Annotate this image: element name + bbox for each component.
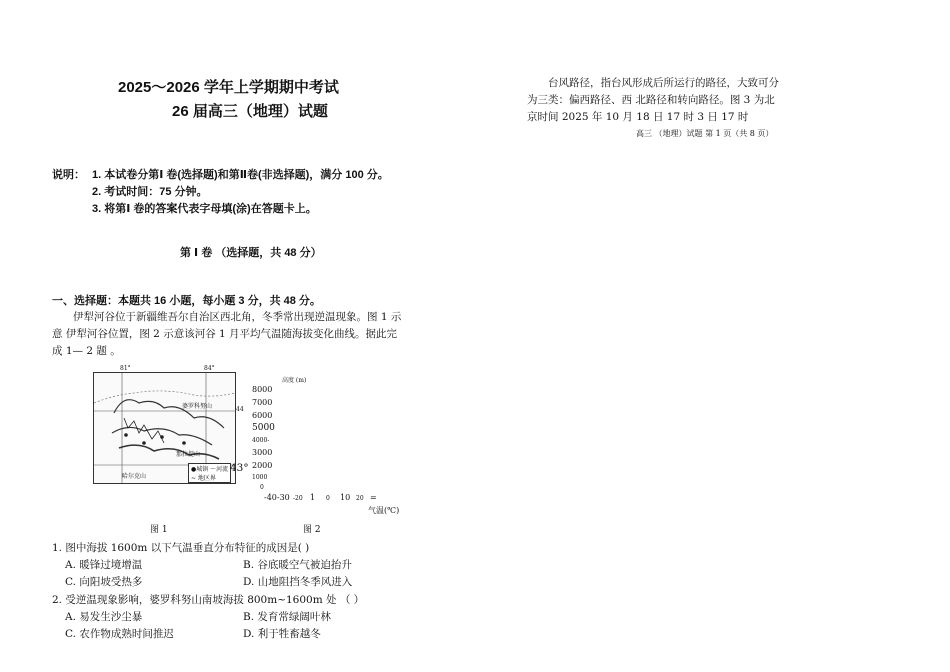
right-para-line-1: 台风路径，指台风形成后所运行的路径，大致可分: [548, 77, 779, 89]
chart-ylabel: 高度 (m): [282, 377, 307, 384]
chart-xtick-1: -40-30: [264, 493, 290, 502]
question-1-option-d: D. 山地阻挡冬季风进入: [243, 576, 353, 588]
question-1-option-b: B. 谷底暖空气被迫抬升: [243, 559, 352, 571]
figure-2-caption: 图 2: [303, 525, 321, 535]
figure-1-caption: 图 1: [150, 525, 168, 535]
question-2-stem: 2. 受逆温现象影响，婆罗科努山南坡海拔 800m~1600m 处 （ ）: [52, 594, 365, 606]
map-lat-44: 44: [236, 406, 244, 413]
chart-xtick-7: =: [370, 493, 377, 502]
right-para-line-3: 京时间 2025 年 10 月 18 日 17 时 3 日 17 时: [527, 111, 749, 123]
exam-title: 2025～2026 学年上学期期中考试: [118, 79, 339, 96]
intro-line-3: 成 1— 2 题 。: [52, 345, 121, 357]
map-lat-43: 43°: [230, 462, 249, 474]
part-heading: 一、选择题：本题共 16 小题，每小题 3 分，共 48 分。: [52, 295, 321, 307]
figure-1-map: [93, 372, 236, 484]
question-2-option-a: A. 易发生沙尘暴: [65, 611, 143, 623]
map-legend: [188, 463, 231, 483]
map-label-mountain-2: 那拉提山: [176, 451, 201, 458]
note-3: 3. 将第Ⅰ 卷的答案代表字母填(涂)在答题卡上。: [92, 203, 317, 215]
page-footer: 高三 （地理）试题 第 1 页（共 8 页）: [636, 129, 774, 138]
map-lon-84: 84°: [204, 365, 215, 372]
map-legend-2: ~ 地区界: [191, 475, 216, 482]
question-2-option-c: C. 农作物成熟时间推迟: [65, 628, 174, 640]
question-2-option-b: B. 发育常绿阔叶林: [243, 611, 331, 623]
intro-line-2: 意 伊犁河谷位置，图 2 示意该河谷 1 月平均气温随海拔变化曲线。据此完: [52, 328, 398, 340]
chart-ytick-6000: 6000: [252, 411, 273, 420]
chart-ytick-0: 0: [260, 484, 264, 491]
map-lon-81: 81°: [120, 365, 131, 372]
chart-ytick-3000: 3000: [252, 448, 273, 457]
right-para-line-2: 为三类：偏西路径、西 北路径和转向路径。图 3 为北: [527, 94, 775, 106]
chart-ytick-8000: 8000: [252, 385, 273, 394]
chart-ytick-5000: 5000: [252, 423, 275, 433]
section-title: 第 Ⅰ 卷 （选择题，共 48 分）: [180, 247, 322, 259]
note-1: 1. 本试卷分第Ⅰ 卷(选择题)和第Ⅱ卷(非选择题)，满分 100 分。: [92, 169, 389, 181]
exam-subtitle: 26 届高三（地理）试题: [172, 103, 328, 120]
question-2-option-d: D. 利于牲畜越冬: [243, 628, 321, 640]
chart-xtick-3: 1: [310, 493, 316, 502]
map-legend-1: ●城镇 ～河流: [191, 466, 229, 473]
chart-xtick-6: 20: [356, 495, 364, 502]
chart-ytick-1000: 1000: [252, 474, 268, 481]
map-label-mountain-1: 婆罗科努山: [182, 403, 213, 410]
chart-ytick-2000: 2000: [252, 461, 273, 470]
chart-xtick-4: 0: [326, 495, 330, 502]
question-1-stem: 1. 图中海拔 1600m 以下气温垂直分布特征的成因是( ): [52, 542, 310, 554]
notes-label: 说明：: [52, 169, 85, 181]
chart-xtick-5: 10: [340, 493, 351, 502]
intro-line-1: 伊犁河谷位于新疆维吾尔自治区西北角，冬季常出现逆温现象。图 1 示: [73, 311, 402, 323]
chart-xlabel: 气温(℃): [368, 506, 400, 515]
note-2: 2. 考试时间：75 分钟。: [92, 186, 208, 198]
map-label-mountain-3: 哈尔克山: [122, 473, 147, 480]
chart-xtick-2: -20: [293, 495, 303, 502]
chart-ytick-4000: 4000-: [252, 437, 270, 444]
question-1-option-c: C. 向阳坡受热多: [65, 576, 143, 588]
chart-ytick-7000: 7000: [252, 398, 273, 407]
question-1-option-a: A. 暖锋过境增温: [65, 559, 143, 571]
